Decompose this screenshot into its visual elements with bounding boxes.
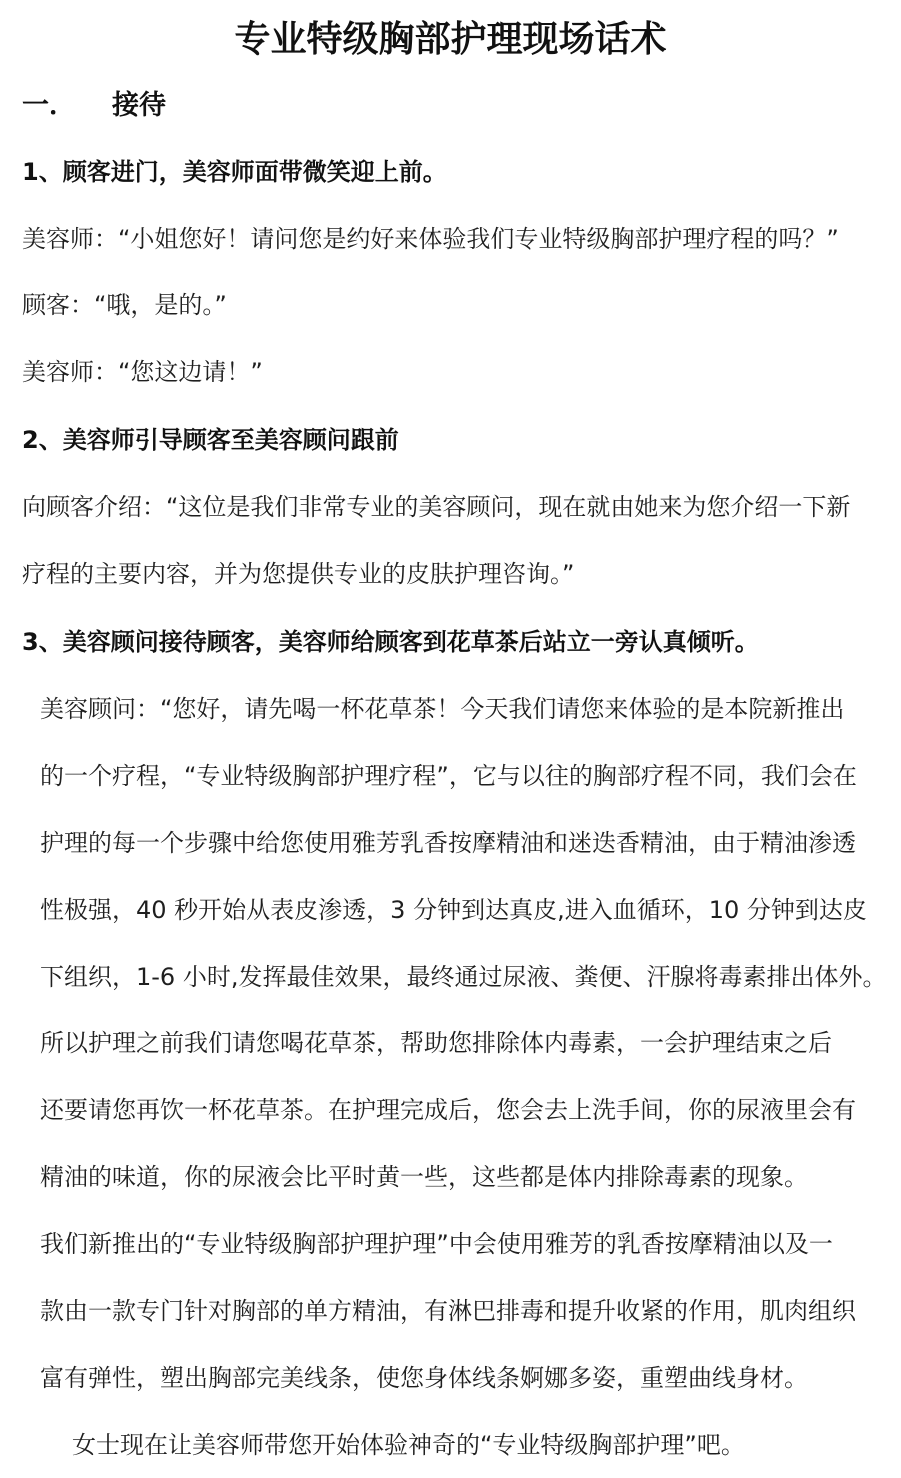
dialogue-line: 美容师：“您这边请！” (22, 358, 263, 386)
paragraph-line: 的一个疗程，“专业特级胸部护理疗程”，它与以往的胸部疗程不同，我们会在 (40, 762, 857, 790)
dialogue-line: 美容师：“小姐您好！请问您是约好来体验我们专业特级胸部护理疗程的吗？” (22, 225, 839, 253)
step-3-heading: 3、美容顾问接待顾客，美容师给顾客到花草茶后站立一旁认真倾听。 (22, 628, 759, 656)
paragraph-line: 款由一款专门针对胸部的单方精油，有淋巴排毒和提升收紧的作用，肌肉组织 (40, 1297, 856, 1325)
section-label: 接待 (112, 90, 166, 121)
dialogue-line: 顾客：“哦，是的。” (22, 291, 227, 319)
section-number: 一． (22, 90, 76, 121)
paragraph-line: 护理的每一个步骤中给您使用雅芳乳香按摩精油和迷迭香精油，由于精油渗透 (40, 829, 856, 857)
document-title: 专业特级胸部护理现场话术 (234, 19, 667, 60)
paragraph-line: 下组织，1-6 小时,发挥最佳效果，最终通过尿液、粪便、汗腺将毒素排出体外。 (40, 963, 887, 991)
closing-line: 女士现在让美容师带您开始体验神奇的“专业特级胸部护理”吧。 (72, 1431, 745, 1459)
paragraph-line: 我们新推出的“专业特级胸部护理护理”中会使用雅芳的乳香按摩精油以及一 (40, 1230, 833, 1258)
paragraph-line: 精油的味道，你的尿液会比平时黄一些，这些都是体内排除毒素的现象。 (40, 1163, 808, 1191)
step-2-heading: 2、美容师引导顾客至美容顾问跟前 (22, 426, 399, 454)
paragraph-line: 性极强，40 秒开始从表皮渗透，3 分钟到达真皮,进入血循环，10 分钟到达皮 (40, 896, 867, 924)
paragraph-line: 还要请您再饮一杯花草茶。在护理完成后，您会去上洗手间，你的尿液里会有 (40, 1096, 856, 1124)
section-heading (22, 92, 166, 119)
step-1-heading: 1、顾客进门，美容师面带微笑迎上前。 (22, 158, 447, 186)
paragraph-line: 疗程的主要内容，并为您提供专业的皮肤护理咨询。” (22, 560, 575, 588)
paragraph-line: 向顾客介绍：“这位是我们非常专业的美容顾问，现在就由她来为您介绍一下新 (22, 493, 851, 521)
paragraph-line: 富有弹性，塑出胸部完美线条，使您身体线条婀娜多姿，重塑曲线身材。 (40, 1364, 808, 1392)
paragraph-line: 美容顾问：“您好，请先喝一杯花草茶！今天我们请您来体验的是本院新推出 (40, 695, 845, 723)
paragraph-line: 所以护理之前我们请您喝花草茶，帮助您排除体内毒素，一会护理结束之后 (40, 1029, 832, 1057)
